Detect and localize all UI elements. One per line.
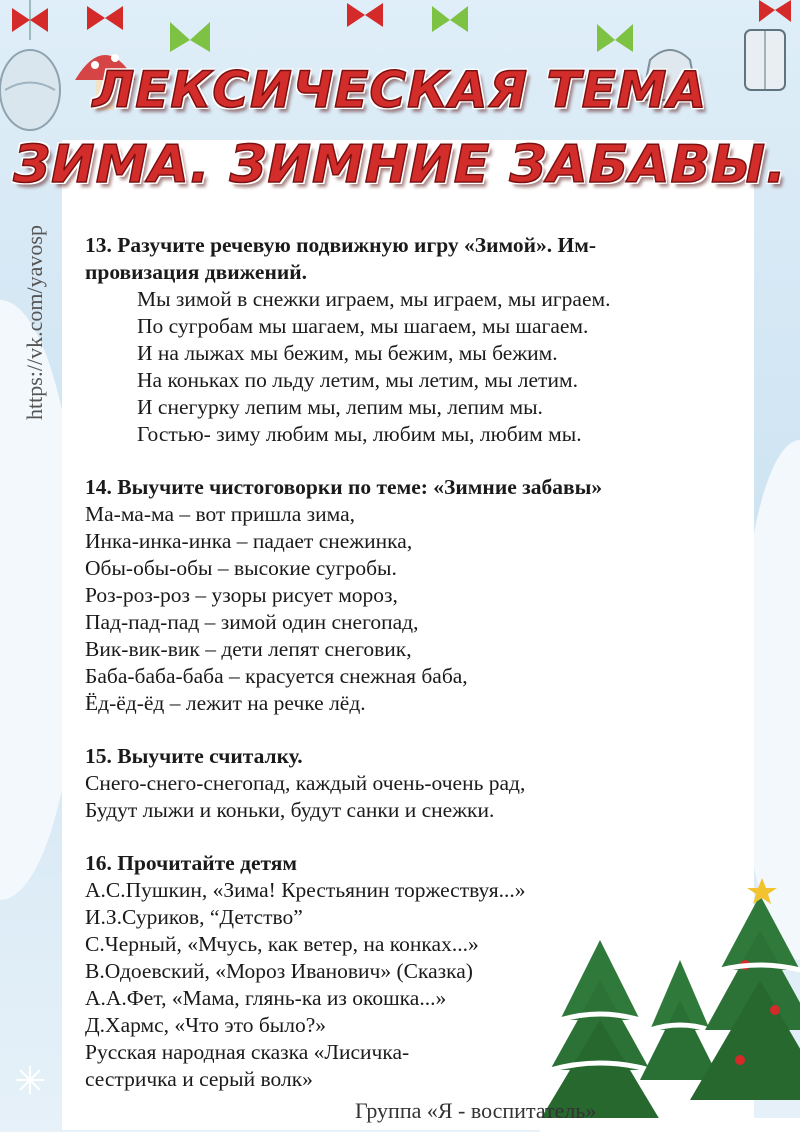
section14-line: Обы-обы-обы – высокие сугробы.	[85, 556, 397, 580]
section16-line: С.Черный, «Мчусь, как ветер, на конках...»	[85, 932, 479, 956]
section13-line: И на лыжах мы бежим, мы бежим, мы бежим.	[137, 341, 558, 365]
section16-line: А.А.Фет, «Мама, глянь-ка из окошка...»	[85, 986, 447, 1010]
bow-icon	[12, 0, 791, 32]
section13-line: И снегурку лепим мы, лепим мы, лепим мы.	[137, 395, 543, 419]
section13-heading-line1: 13. Разучите речевую подвижную игру «Зимой». Им-	[85, 233, 597, 257]
tree-icon	[640, 960, 720, 1080]
section14-line: Ёд-ёд-ёд – лежит на речке лёд.	[85, 691, 366, 715]
section14-line: Баба-баба-баба – красуется снежная баба,	[85, 664, 468, 688]
section16-line: Д.Хармс, «Что это было?»	[85, 1013, 327, 1037]
section13-line: По сугробам мы шагаем, мы шагаем, мы шагаем.	[137, 314, 589, 338]
christmas-trees-icon	[540, 870, 800, 1132]
section13-line: Гостью- зиму любим мы, любим мы, любим мы.	[137, 422, 582, 446]
section13-line: На коньках по льду летим, мы летим, мы летим.	[137, 368, 578, 392]
section15-heading: 15. Выучите считалку.	[85, 744, 303, 768]
section14-line: Инка-инка-инка – падает снежинка,	[85, 529, 413, 553]
section15-line: Снего-снего-снегопад, каждый очень-очень рад,	[85, 771, 526, 795]
title-line-2: ЗИМА. ЗИМНИЕ ЗАБАВЫ.	[13, 135, 787, 195]
section13-line: Мы зимой в снежки играем, мы играем, мы играем.	[137, 287, 611, 311]
section16-line: И.З.Суриков, “Детство”	[85, 905, 303, 929]
footer-group-name: Группа «Я - воспитатель»	[355, 1098, 597, 1123]
page-title	[0, 54, 800, 204]
section16-line: В.Одоевский, «Мороз Иванович» (Сказка)	[85, 959, 473, 983]
section14-line: Роз-роз-роз – узоры рисует мороз,	[85, 583, 398, 607]
section16-heading: 16. Прочитайте детям	[85, 851, 298, 875]
section16-line: Русская народная сказка «Лисичка-	[85, 1040, 410, 1064]
section13-heading-line2: провизация движений.	[85, 260, 307, 284]
section16-line: сестричка и серый волк»	[85, 1067, 313, 1091]
section14-line: Пад-пад-пад – зимой один снегопад,	[85, 610, 419, 634]
source-url[interactable]: https://vk.com/yavosp	[22, 225, 47, 420]
tree-icon	[540, 940, 660, 1120]
ribbon-icon	[170, 6, 633, 52]
title-line-1: ЛЕКСИЧЕСКАЯ ТЕМА	[92, 61, 708, 119]
section15-line: Будут лыжи и коньки, будут санки и снежки.	[85, 798, 495, 822]
section16-line: А.С.Пушкин, «Зима! Крестьянин торжествуя...»	[85, 878, 526, 902]
section14-line: Ма-ма-ма – вот пришла зима,	[85, 502, 356, 526]
section14-line: Вик-вик-вик – дети лепят снеговик,	[85, 637, 412, 661]
section14-heading: 14. Выучите чистоговорки по теме: «Зимние забавы»	[85, 475, 603, 499]
